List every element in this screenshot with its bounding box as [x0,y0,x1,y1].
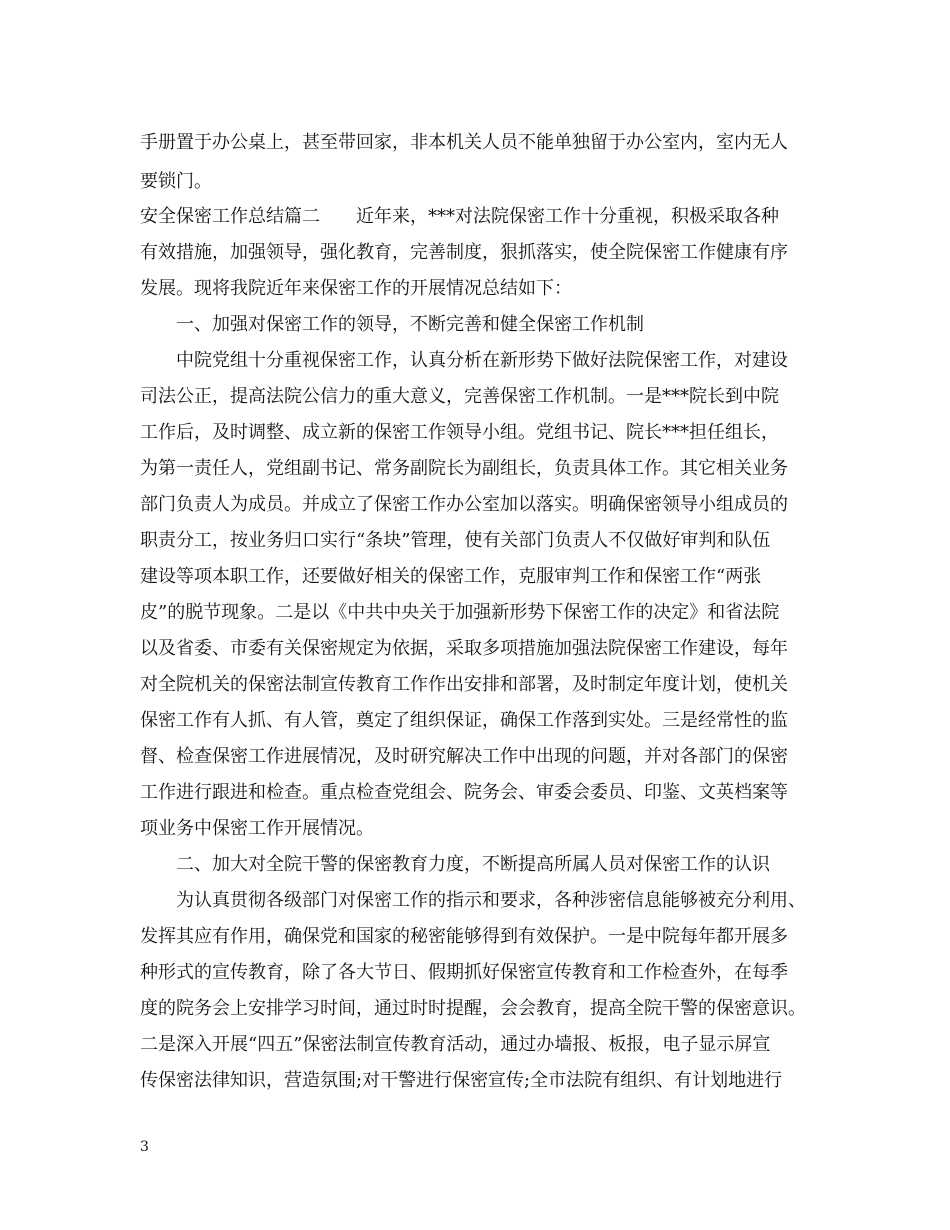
text-line: 对全院机关的保密法制宣传教育工作作出安排和部署，及时制定年度计划，使机关 [140,674,788,695]
text-line: 为第一责任人，党组副书记、常务副院长为副组长，负责具体工作。其它相关业务 [140,458,788,479]
text-line: 司法公正，提高法院公信力的重大意义，完善保密工作机制。一是***院长到中院 [140,386,779,407]
text-line: 中院党组十分重视保密工作，认真分析在新形势下做好法院保密工作，对建设 [176,350,788,371]
section-heading-line: 安全保密工作总结篇二 近年来，***对法院保密工作十分重视，积极采取各种 [140,206,779,227]
text-line: 传保密法律知识，营造氛围;对干警进行保密宣传;全市法院有组织、有计划地进行 [140,1070,783,1091]
text-line: 以及省委、市委有关保密规定为依据，采取多项措施加强法院保密工作建设，每年 [140,638,788,659]
text-line: 督、检查保密工作进展情况，及时研究解决工作中出现的问题，并对各部门的保密 [140,746,788,767]
text-line: 有效措施，加强领导，强化教育，完善制度，狠抓落实，使全院保密工作健康有序 [140,242,788,263]
section-subheading: 一、加强对保密工作的领导，不断完善和健全保密工作机制 [176,314,644,335]
text-line: 发挥其应有作用，确保党和国家的秘密能够得到有效保护。一是中院每年都开展多 [140,926,788,947]
text-line: 手册置于办公桌上，甚至带回家，非本机关人员不能单独留于办公室内，室内无人 [140,132,788,153]
text-line: 发展。现将我院近年来保密工作的开展情况总结如下： [140,278,572,299]
text-line: 度的院务会上安排学习时间，通过时时提醒，会会教育，提高全院干警的保密意识。 [140,998,806,1019]
section-subheading: 二、加大对全院干警的保密教育力度，不断提高所属人员对保密工作的认识 [176,854,770,875]
page-number: 3 [140,1139,149,1155]
text-line: 建设等项本职工作，还要做好相关的保密工作，克服审判工作和保密工作“两张 [140,566,762,587]
text-line: 二是深入开展“四五”保密法制宣传教育活动，通过办墙报、板报，电子显示屏宣 [140,1034,771,1055]
text-line: 工作后，及时调整、成立新的保密工作领导小组。党组书记、院长***担任组长， [140,422,779,443]
text-line: 为认真贯彻各级部门对保密工作的指示和要求，各种涉密信息能够被充分利用、 [176,890,806,911]
text-line: 皮”的脱节现象。二是以《中共中央关于加强新形势下保密工作的决定》和省法院 [140,602,780,623]
text-line: 项业务中保密工作开展情况。 [140,818,374,839]
text-line: 种形式的宣传教育，除了各大节日、假期抓好保密宣传教育和工作检查外，在每季 [140,962,788,983]
text-line: 保密工作有人抓、有人管，奠定了组织保证，确保工作落到实处。三是经常性的监 [140,710,788,731]
text-line: 工作进行跟进和检查。重点检查党组会、院务会、审委会委员、印鉴、文英档案等 [140,782,788,803]
text-line: 要锁门。 [140,171,212,192]
text-line: 部门负责人为成员。并成立了保密工作办公室加以落实。明确保密领导小组成员的 [140,494,788,515]
text-line: 职责分工，按业务归口实行“条块”管理，使有关部门负责人不仅做好审判和队伍 [140,530,771,551]
